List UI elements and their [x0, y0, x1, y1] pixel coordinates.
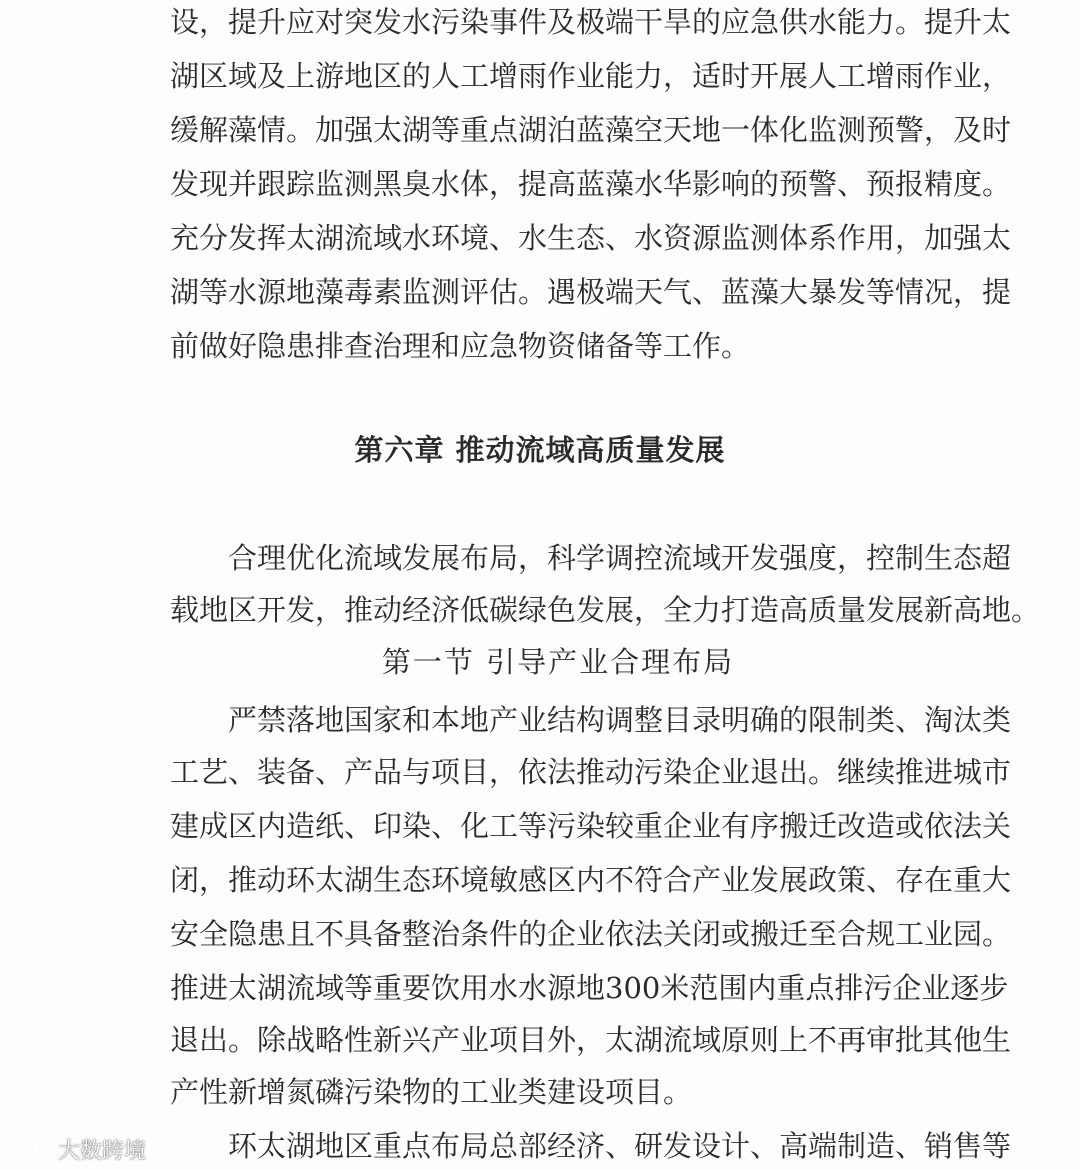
watermark-text: 大数跨境: [58, 1138, 147, 1164]
text-line: 安全隐患且不具备整治条件的企业依法关闭或搬迁至合规工业园。: [170, 917, 1012, 951]
text-line: 退出。除战略性新兴产业项目外，太湖流域原则上不再审批其他生: [170, 1023, 1012, 1057]
text-line: 环太湖地区重点布局总部经济、研发设计、高端制造、销售等: [228, 1129, 1012, 1163]
watermark-logo-icon: [8, 1136, 52, 1162]
text-line: 严禁落地国家和本地产业结构调整目录明确的限制类、淘汰类: [228, 703, 1012, 737]
text-line: 湖等水源地藻毒素监测评估。遇极端天气、蓝藻大暴发等情况，提: [170, 275, 1012, 309]
text-line: 前做好隐患排查治理和应急物资储备等工作。: [170, 329, 751, 363]
text-line: 设，提升应对突发水污染事件及极端干旱的应急供水能力。提升太: [170, 5, 1012, 39]
text-line: 缓解藻情。加强太湖等重点湖泊蓝藻空天地一体化监测预警，及时: [170, 113, 1012, 147]
text-line: 充分发挥太湖流域水环境、水生态、水资源监测体系作用，加强太: [170, 221, 1012, 255]
text-line: 载地区开发，推动经济低碳绿色发展，全力打造高质量发展新高地。: [170, 593, 1041, 627]
text-line: 发现并跟踪监测黑臭水体，提高蓝藻水华影响的预警、预报精度。: [170, 167, 1012, 201]
text-line: 推进太湖流域等重要饮用水水源地300米范围内重点排污企业逐步: [170, 971, 1009, 1005]
text-line: 工艺、装备、产品与项目，依法推动污染企业退出。继续推进城市: [170, 755, 1012, 789]
section-title: 第一节 引导产业合理布局: [381, 645, 735, 679]
watermark: [8, 1134, 146, 1164]
text-line: 湖区域及上游地区的人工增雨作业能力，适时开展人工增雨作业，: [170, 59, 1012, 93]
chapter-title: 第六章 推动流域高质量发展: [354, 433, 726, 467]
text-line: 产性新增氮磷污染物的工业类建设项目。: [170, 1075, 693, 1109]
text-line: 合理优化流域发展布局，科学调控流域开发强度，控制生态超: [228, 541, 1012, 575]
text-line: 建成区内造纸、印染、化工等污染较重企业有序搬迁改造或依法关: [170, 809, 1012, 843]
text-line: 闭，推动环太湖生态环境敏感区内不符合产业发展政策、存在重大: [170, 863, 1012, 897]
